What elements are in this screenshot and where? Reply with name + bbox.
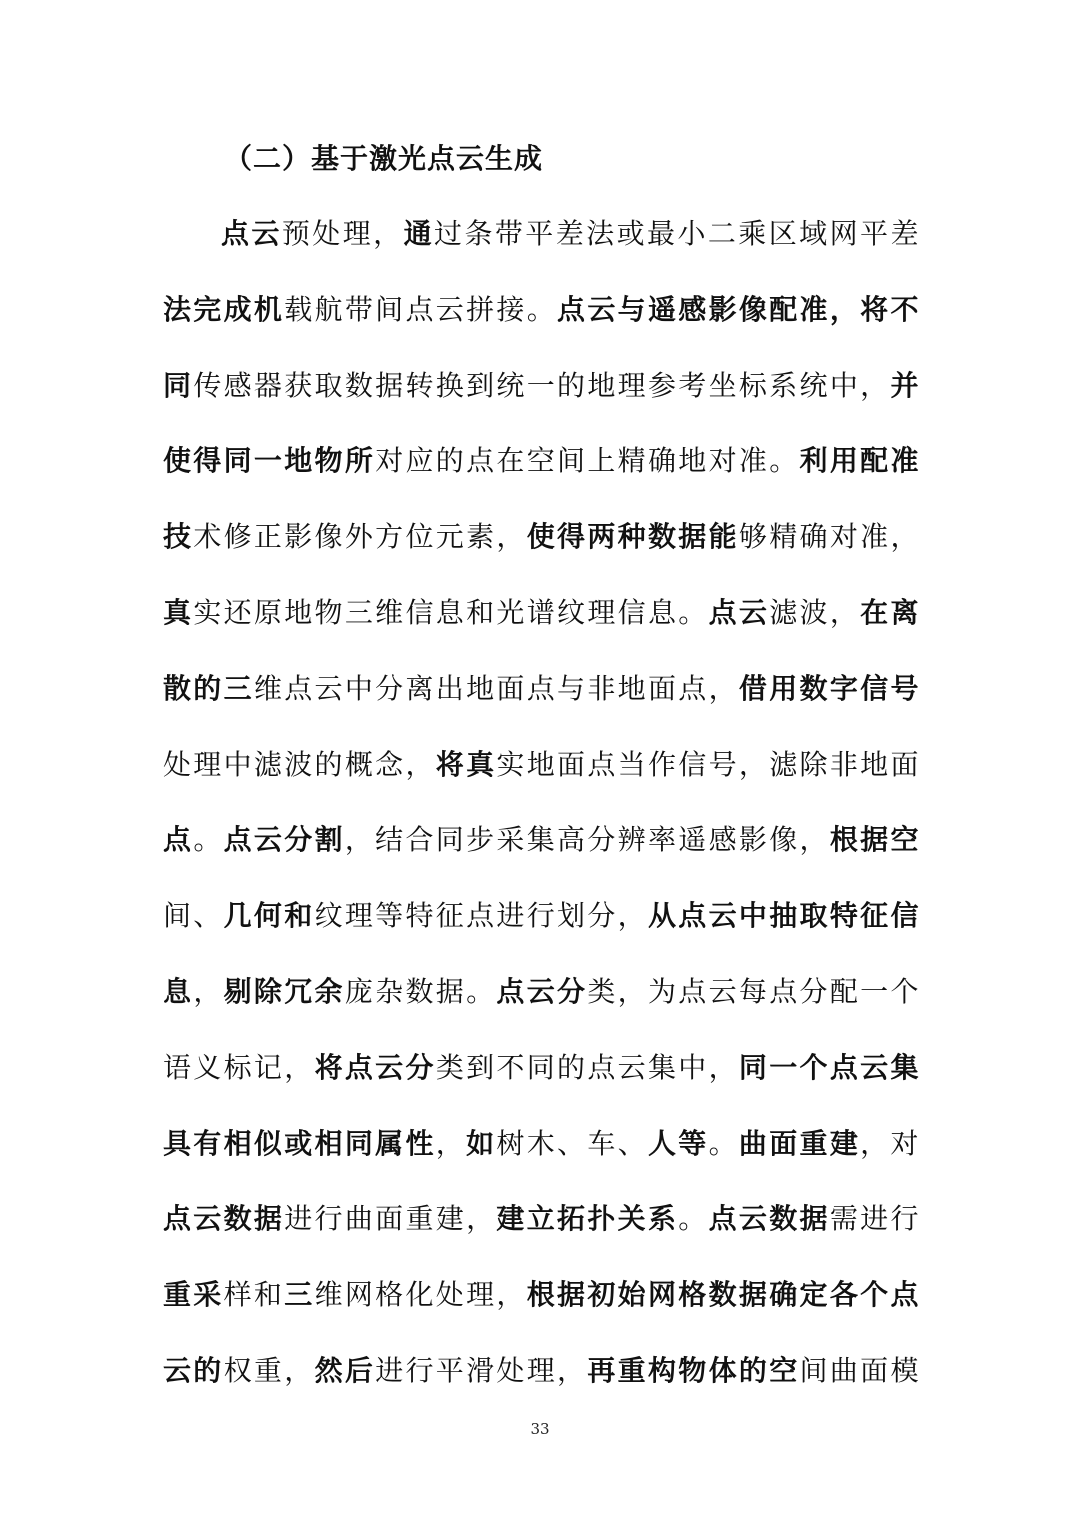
paragraph-line — [163, 591, 919, 635]
bold-text-run: 将真 — [435, 748, 497, 781]
text-run: ，结合同步采集高分辨率遥感影像， — [344, 823, 830, 856]
bold-text-run: 重采 — [163, 1278, 224, 1311]
text-run: 传感器获取数据转换到统一的地理参考坐标系统中， — [193, 369, 891, 402]
text-run: 类，为点云每点分配一个 — [587, 975, 919, 1008]
text-run: ， — [435, 1127, 467, 1160]
text-run: 。 — [708, 1127, 739, 1160]
bold-text-run: 将点云分 — [314, 1051, 436, 1084]
bold-text-run: 散的三 — [163, 672, 254, 705]
text-run: 间、 — [163, 899, 224, 932]
bold-text-run: 点云 — [708, 596, 770, 629]
paragraph-line — [163, 1046, 919, 1090]
bold-text-run: 人等 — [647, 1127, 709, 1160]
text-run: 处理中滤波的概念， — [163, 748, 436, 781]
bold-text-run: 点云数据 — [708, 1202, 830, 1235]
bold-text-run: 如 — [466, 1127, 497, 1160]
bold-text-run: 建立拓扑关系 — [496, 1202, 679, 1235]
paragraph-line — [163, 1349, 919, 1393]
paragraph-line — [163, 515, 919, 559]
text-run: 实地面点当作信号，滤除非地面 — [496, 748, 919, 781]
text-run: 权重， — [223, 1354, 315, 1387]
text-run: 纹理等特征点进行划分， — [314, 899, 648, 932]
bold-text-run: 通 — [403, 217, 435, 250]
bold-text-run: 使得同一地物所 — [163, 444, 376, 477]
bold-text-run: 真 — [163, 596, 194, 629]
paragraph-line — [163, 743, 919, 787]
text-run: 维网格化处理， — [314, 1278, 527, 1311]
text-run: 进行曲面重建， — [284, 1202, 497, 1235]
section-heading: （二）基于激光点云生成 — [224, 142, 544, 175]
bold-text-run: 借用数字信号 — [738, 672, 919, 705]
page-number: 33 — [530, 1420, 550, 1438]
paragraph-line — [163, 1273, 919, 1317]
paragraph-line — [221, 212, 919, 256]
text-run: 。 — [193, 823, 224, 856]
text-run: 树木、车、 — [496, 1127, 648, 1160]
text-run: 进行平滑处理， — [375, 1354, 588, 1387]
bold-text-run: 三 — [284, 1278, 315, 1311]
text-run: 。 — [678, 1202, 709, 1235]
text-run: 对应的点在空间上精确地对准。 — [375, 444, 800, 477]
paragraph-line — [163, 970, 919, 1014]
text-run: 间曲面模 — [799, 1354, 919, 1387]
text-run: ， — [193, 975, 224, 1008]
text-run: 术修正影像外方位元素， — [193, 520, 527, 553]
text-run: 类到不同的点云集中， — [435, 1051, 739, 1084]
paragraph-line — [163, 894, 919, 938]
bold-text-run: 并 — [890, 369, 919, 402]
bold-text-run: 然后 — [314, 1354, 376, 1387]
text-run: 需进行 — [829, 1202, 919, 1235]
bold-text-run: 再重构物体的空 — [587, 1354, 800, 1387]
text-run: 样和 — [223, 1278, 285, 1311]
paragraph-line — [163, 439, 919, 483]
bold-text-run: 点云分割 — [223, 823, 345, 856]
bold-text-run: 点云分 — [496, 975, 588, 1008]
bold-text-run: 根据初始网格数据确定各个点 — [526, 1278, 919, 1311]
bold-text-run: 点 — [163, 823, 194, 856]
text-run: 载航带间点云拼接。 — [284, 293, 558, 326]
paragraph-line — [163, 364, 919, 408]
bold-text-run: 息 — [163, 975, 194, 1008]
paragraph-line — [163, 1197, 919, 1241]
paragraph-line — [163, 818, 919, 862]
bold-text-run: 点云与遥感影像配准，将不 — [557, 293, 919, 326]
bold-text-run: 剔除冗余 — [223, 975, 345, 1008]
text-run: 维点云中分离出地面点与非地面点， — [253, 672, 739, 705]
bold-text-run: 法完成机 — [163, 293, 285, 326]
bold-text-run: 技 — [163, 520, 194, 553]
bold-text-run: 在离 — [860, 596, 919, 629]
bold-text-run: 云的 — [163, 1354, 224, 1387]
paragraph-line — [163, 288, 919, 332]
text-run: 实还原地物三维信息和光谱纹理信息。 — [193, 596, 709, 629]
text-run: 够精确对准， — [738, 520, 919, 553]
bold-text-run: 根据空 — [829, 823, 919, 856]
bold-text-run: 曲面重建 — [738, 1127, 861, 1160]
bold-text-run: 从点云中抽取特征信 — [647, 899, 919, 932]
text-run: 过条带平差法或最小二乘区域网平差 — [434, 217, 919, 250]
bold-text-run: 点云 — [221, 217, 282, 250]
bold-text-run: 利用配准 — [799, 444, 919, 477]
text-run: 滤波， — [769, 596, 861, 629]
text-run: ，对 — [860, 1127, 919, 1160]
bold-text-run: 几何和 — [223, 899, 315, 932]
paragraph-line — [163, 667, 919, 711]
text-run: 语义标记， — [163, 1051, 315, 1084]
bold-text-run: 使得两种数据能 — [526, 520, 739, 553]
bold-text-run: 同一个点云集 — [738, 1051, 919, 1084]
text-run: 预处理， — [281, 217, 404, 250]
bold-text-run: 同 — [163, 369, 194, 402]
bold-text-run: 具有相似或相同属性 — [163, 1127, 436, 1160]
bold-text-run: 点云数据 — [163, 1202, 285, 1235]
paragraph-line — [163, 1122, 919, 1166]
text-run: 庞杂数据。 — [344, 975, 497, 1008]
